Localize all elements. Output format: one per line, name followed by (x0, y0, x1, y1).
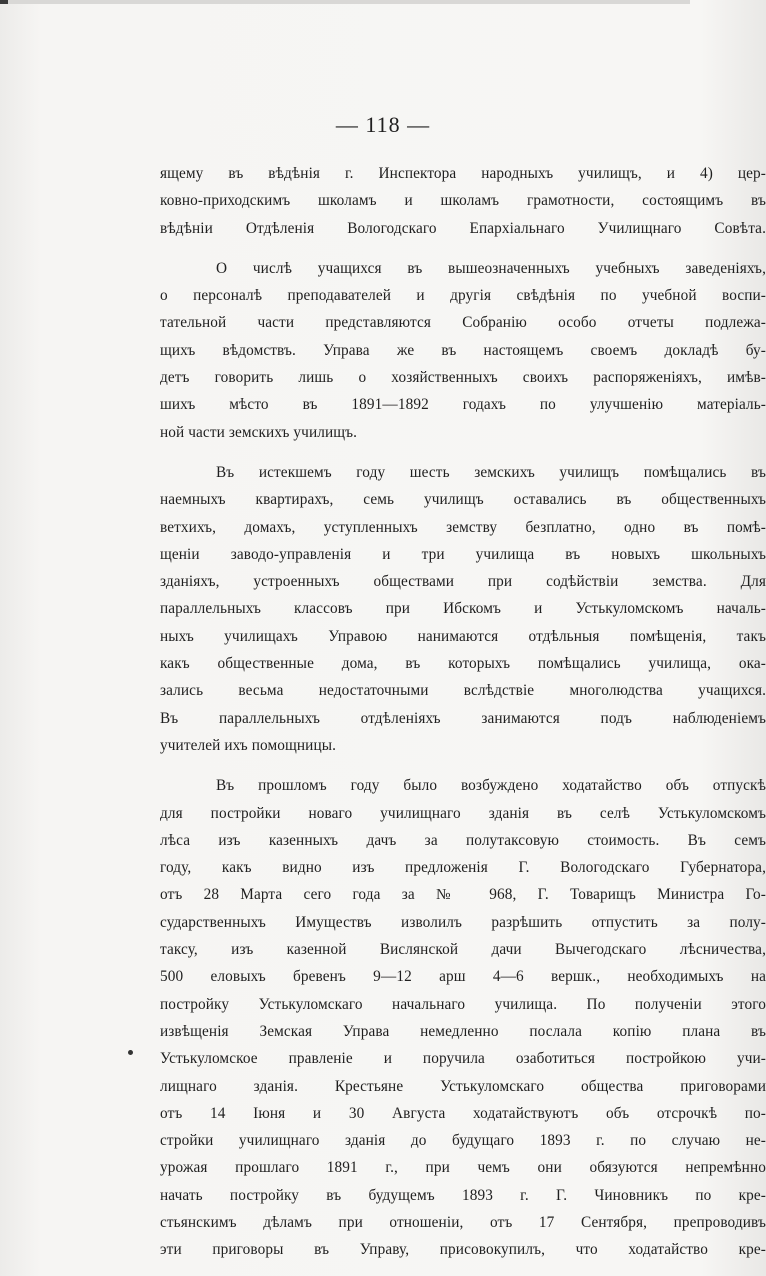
text-line: начать постройку въ будущемъ 1893 г. Г. Чиновникъ по кре- (160, 1186, 766, 1204)
text-line: детъ говорить лишь о хозяйственныхъ своихъ распоряженіяхъ, имѣв- (160, 369, 766, 387)
text-line: учителей ихъ помощницы. (160, 736, 337, 754)
paragraph-1 (160, 160, 766, 242)
text-line: постройку Устькуломскаго начальнаго училища. По полученіи этого (160, 995, 766, 1013)
text-line: лѣса изъ казенныхъ дачъ за полутаксовую стоимость. Въ семъ (160, 831, 766, 849)
text-line: отъ 14 Іюня и 30 Августа ходатайствуютъ объ отсрочкѣ по- (160, 1104, 766, 1122)
text-line: какъ общественные дома, въ которыхъ помѣщались училища, ока- (160, 655, 766, 673)
text-line: ковно-приходскимъ школамъ и школамъ грамотности, состоящимъ въ (160, 192, 766, 210)
text-line: извѣщенія Земская Управа немедленно послала копію плана въ (160, 1022, 766, 1040)
text-line: вѣдѣніи Отдѣленія Вологодскаго Епархіальнаго Училищнаго Совѣта. (160, 219, 766, 237)
text-line: Устькуломское правленіе и поручила озаботиться постройкою учи- (160, 1050, 766, 1068)
text-line: стройки училищнаго зданія до будущаго 1893 г. по случаю не- (160, 1132, 766, 1150)
text-line: зданіяхъ, устроенныхъ обществами при содѣйствіи земства. Для (160, 573, 766, 591)
page-number: — 118 — (335, 112, 431, 137)
page-top-edge (0, 0, 766, 4)
text-line: таксу, изъ казенной Вислянской дачи Вычегодскаго лѣсничества, (160, 941, 766, 959)
text-line: отъ 28 Марта сего года за № 968, Г. Товарищъ Министра Го- (160, 886, 766, 904)
text-line: О числѣ учащихся въ вышеозначенныхъ учебныхъ заведеніяхъ, (216, 259, 766, 277)
paragraph-2 (160, 255, 766, 446)
text-line: урожая прошлаго 1891 г., при чемъ они обязуются непремѣнно (160, 1159, 766, 1177)
text-line: сударственныхъ Имуществъ изволилъ разрѣшить отпустить за полу- (160, 913, 766, 931)
body-text (160, 160, 766, 1264)
paragraph-3 (160, 459, 766, 759)
text-line: о персоналѣ преподавателей и другія свѣдѣнія по учебной воспи- (160, 287, 766, 305)
text-line: щихъ вѣдомствъ. Управа же въ настоящемъ своемъ докладѣ бу- (160, 341, 766, 359)
text-line: щеніи заводо-управленія и три училища въ новыхъ школьныхъ (160, 545, 766, 563)
text-line: наемныхъ квартирахъ, семь училищъ оставались въ общественныхъ (160, 491, 766, 509)
margin-dot (128, 1050, 133, 1055)
text-line: для постройки новаго училищнаго зданія въ селѣ Устькуломскомъ (160, 804, 766, 822)
text-line: эти приговоры въ Управу, присовокупилъ, что ходатайство кре- (160, 1241, 766, 1259)
text-line: ной части земскихъ училищъ. (160, 423, 358, 441)
text-line: тательной части представляются Собранію особо отчеты подлежа- (160, 314, 766, 332)
text-line: параллельныхъ классовъ при Ибскомъ и Устькуломскомъ началь- (160, 600, 766, 618)
text-line: году, какъ видно изъ предложенія Г. Вологодскаго Губернатора, (160, 859, 766, 877)
text-line: Въ истекшемъ году шесть земскихъ училищъ помѣщались въ (216, 463, 766, 481)
text-line: ныхъ училищахъ Управою нанимаются отдѣльныя помѣщенія, такъ (160, 627, 766, 645)
text-line: Въ прошломъ году было возбуждено ходатайство объ отпускѣ (216, 777, 766, 795)
text-line: ветхихъ, домахъ, уступленныхъ земству безплатно, одно въ помѣ- (160, 518, 766, 536)
paragraph-4 (160, 772, 766, 1263)
text-line: зались весьма недостаточными вслѣдствіе многолюдства учащихся. (160, 682, 766, 700)
text-line: шихъ мѣсто въ 1891—1892 годахъ по улучшенію матеріаль- (160, 396, 766, 414)
text-line: лищнаго зданія. Крестьяне Устькуломскаго общества приговорами (160, 1077, 766, 1095)
text-line: стьянскимъ дѣламъ при отношеніи, отъ 17 Сентября, препроводивъ (160, 1213, 766, 1231)
text-line: Въ параллельныхъ отдѣленіяхъ занимаются подъ наблюденіемъ (160, 709, 766, 727)
text-line: 500 еловыхъ бревенъ 9—12 арш 4—6 вершк., необходимыхъ на (160, 968, 766, 986)
text-line: ящему въ вѣдѣнія г. Инспектора народныхъ училищъ, и 4) цер- (160, 165, 766, 182)
